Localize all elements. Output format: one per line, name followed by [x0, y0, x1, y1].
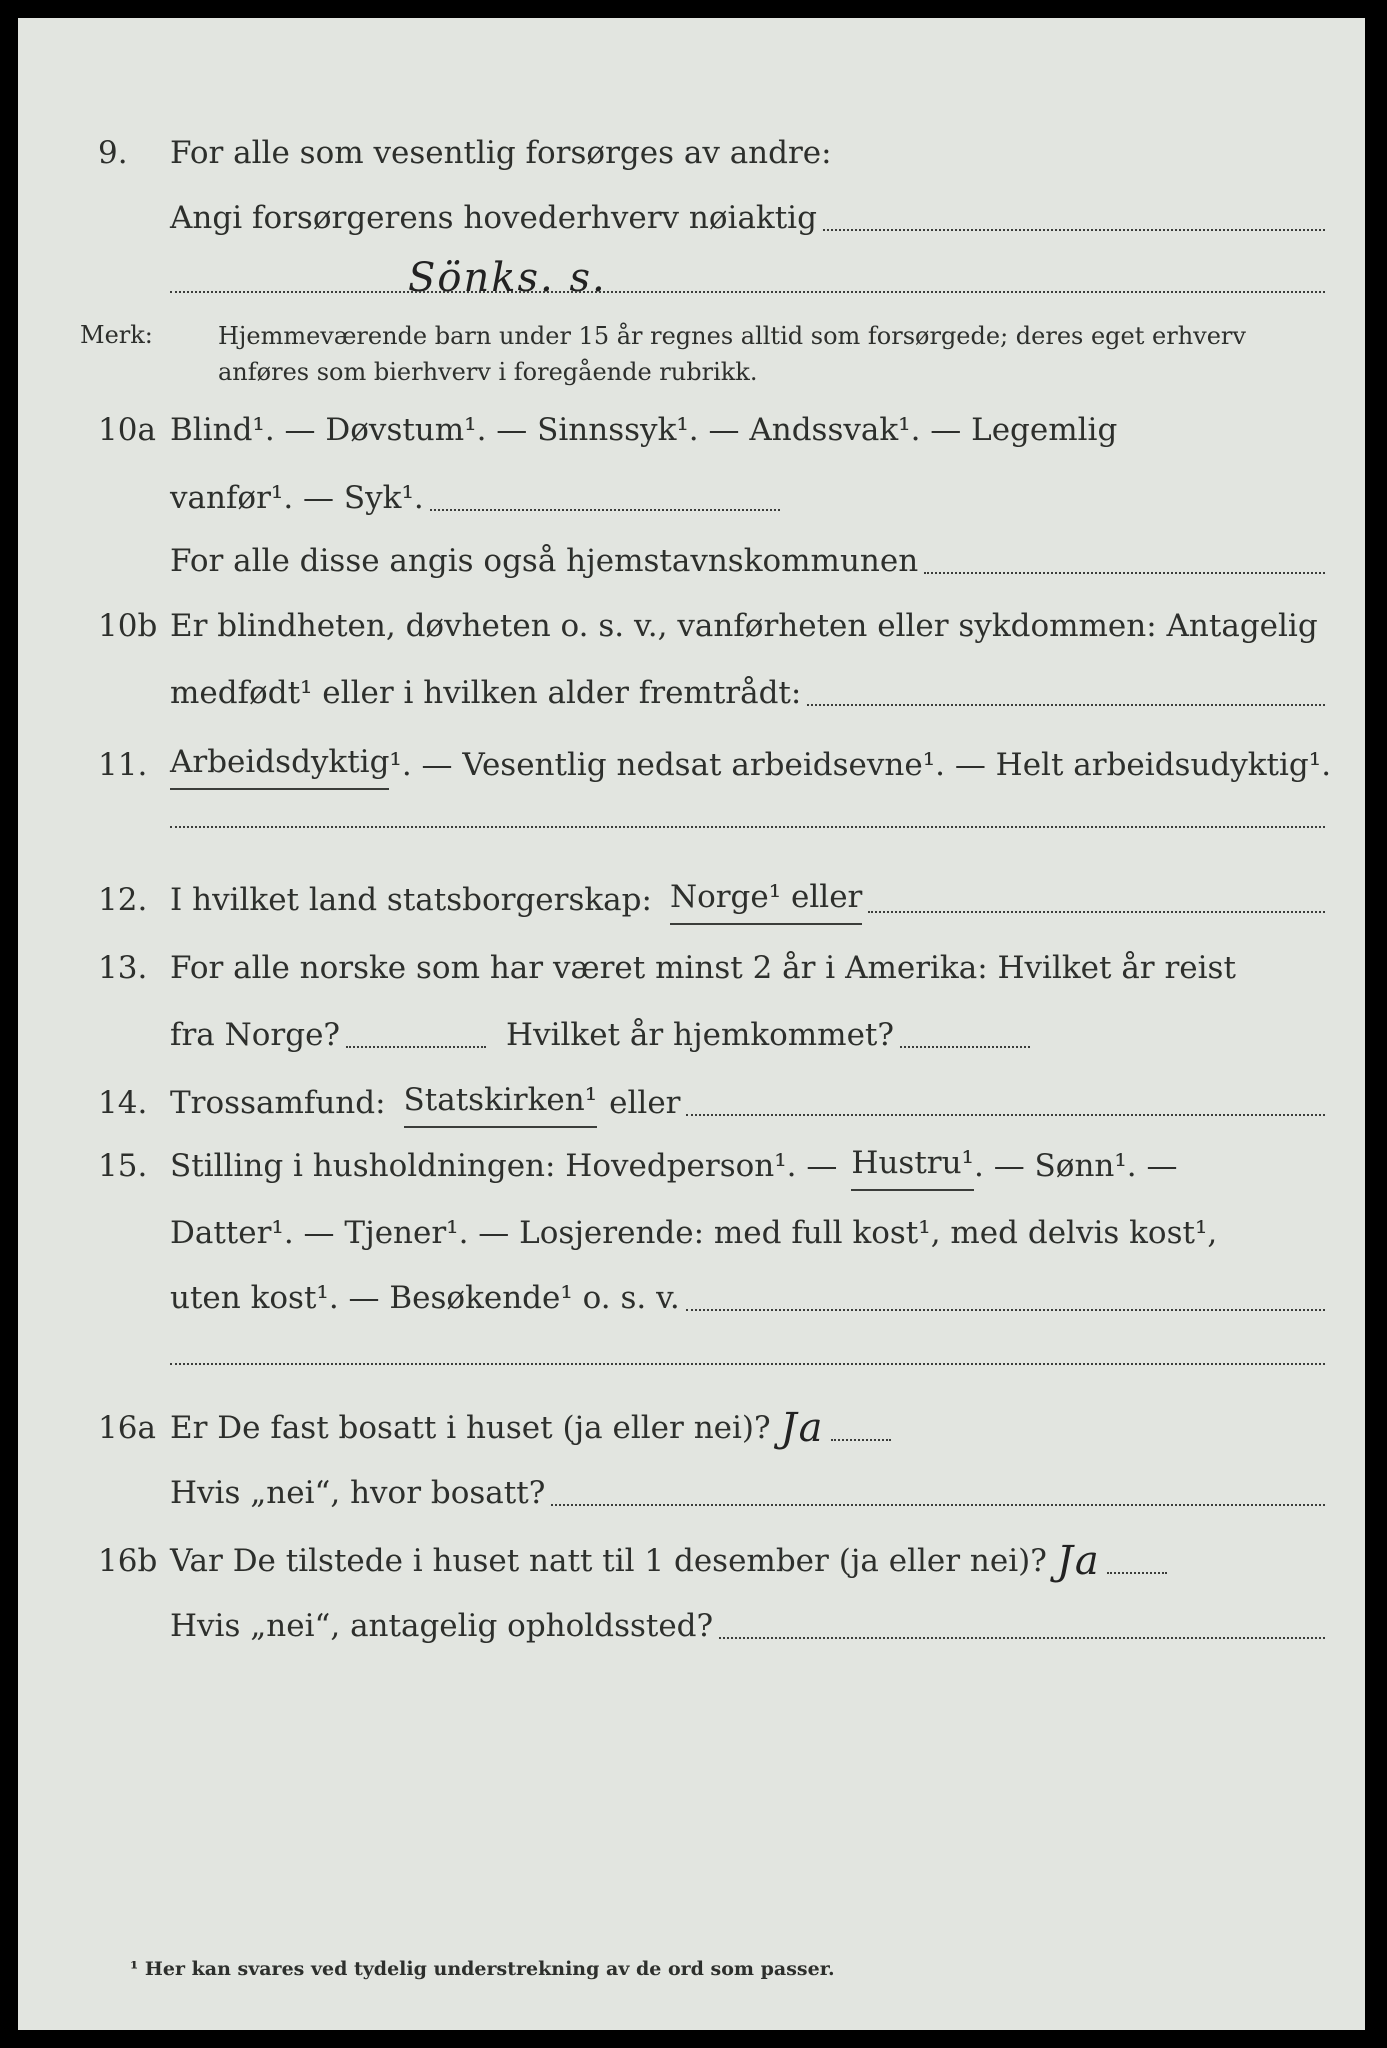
q15-options-end2: uten kost¹. — Besøkende¹ o. s. v.	[170, 1280, 680, 1316]
q11-underlined-option[interactable]: Arbeidsdyktig	[170, 737, 389, 790]
q14-line	[18, 1078, 1365, 1128]
q14-number: 14.	[98, 1085, 148, 1121]
q15-number: 15.	[98, 1148, 148, 1184]
q16a-bosatt-fill[interactable]	[551, 1504, 1325, 1506]
q10b-line2	[18, 668, 1365, 718]
q14-fill[interactable]	[686, 1114, 1325, 1116]
q16a-number: 16a	[98, 1410, 156, 1446]
q9-question: For alle som vesentlig forsørges av andre:	[170, 135, 832, 171]
q15-line2	[18, 1208, 1365, 1258]
q9-fill-line[interactable]	[823, 229, 1325, 231]
q16a-question: Er De fast bosatt i huset (ja eller nei)?	[170, 1410, 771, 1446]
q15-line3	[18, 1273, 1365, 1323]
q9-number: 9.	[98, 135, 128, 171]
q11-fill-line	[170, 826, 1325, 828]
q10a-line2	[18, 473, 1365, 523]
q15-question: Stilling i husholdningen: Hovedperson¹. —	[170, 1148, 838, 1184]
q13-question: For alle norske som har været minst 2 år i Amerika: Hvilket år reist	[170, 950, 1236, 986]
q10a-options: Blind¹. — Døvstum¹. — Sinnssyk¹. — Andssvak¹. — Legemlig	[170, 412, 1118, 448]
q12-line	[18, 875, 1365, 925]
q9-answer-line	[170, 291, 1325, 293]
q16b-number: 16b	[98, 1543, 158, 1579]
footnote: ¹ Her kan svares ved tydelig understrekning av de ord som passer.	[130, 1958, 835, 1980]
q10b-line1	[18, 601, 1365, 651]
q10a-number: 10a	[98, 412, 156, 448]
q15-underlined-answer[interactable]: Hustru¹	[851, 1138, 974, 1191]
q10a-syk-fill[interactable]	[430, 509, 780, 511]
q12-underlined-answer[interactable]: Norge¹ eller	[670, 872, 862, 925]
q11-options: ¹. — Vesentlig nedsat arbeidsevne¹. — Helt arbeidsudyktig¹.	[389, 747, 1332, 783]
q16b-opholdssted-fill[interactable]	[719, 1637, 1325, 1639]
q11-line1	[18, 740, 1365, 790]
q9-prompt: Angi forsørgerens hovederhverv nøiaktig	[170, 200, 817, 236]
q16a-handwritten-answer: Ja	[780, 1405, 825, 1451]
q10b-prompt: medfødt¹ eller i hvilken alder fremtrådt:	[170, 675, 802, 711]
q9-line1	[18, 128, 1365, 178]
q16a-line1	[18, 1403, 1365, 1453]
q16a-line2	[18, 1468, 1365, 1518]
q14-eller: eller	[609, 1085, 681, 1121]
merk-text: Hjemmeværende barn under 15 år regnes alltid som forsørgede; deres eget erhverv anføres som bierhverv i foregående rubrikk.	[218, 322, 1246, 386]
q12-question: I hvilket land statsborgerskap:	[170, 882, 652, 918]
q14-question: Trossamfund:	[170, 1085, 386, 1121]
q16b-opholdssted-prompt: Hvis „nei“, antagelig opholdssted?	[170, 1608, 714, 1644]
q13-hjemkommet-prompt: Hvilket år hjemkommet?	[506, 1017, 895, 1053]
q16b-line1	[18, 1536, 1365, 1586]
q10b-fill[interactable]	[807, 704, 1325, 706]
q15-line1	[18, 1141, 1365, 1191]
q9-answer-row	[18, 253, 1365, 303]
q13-number: 13.	[98, 950, 148, 986]
q13-reist-prompt: fra Norge?	[170, 1017, 341, 1053]
q10a-line3	[18, 536, 1365, 586]
q9-handwritten-answer: Sönks. s.	[408, 255, 607, 301]
q15-options-cont: Datter¹. — Tjener¹. — Losjerende: med full kost¹, med delvis kost¹,	[170, 1215, 1218, 1251]
q15-fill[interactable]	[686, 1309, 1325, 1311]
q15-fill-line2	[170, 1363, 1325, 1365]
q16a-bosatt-prompt: Hvis „nei“, hvor bosatt?	[170, 1475, 546, 1511]
q9-line2	[18, 193, 1365, 243]
merk-note	[18, 318, 1365, 398]
q11-number: 11.	[98, 747, 148, 783]
q12-fill[interactable]	[868, 911, 1325, 913]
q10a-options-cont: vanfør¹. — Syk¹.	[170, 480, 424, 516]
q10a-hjemstavn-prompt: For alle disse angis også hjemstavnskommunen	[170, 543, 919, 579]
q10b-question: Er blindheten, døvheten o. s. v., vanførheten eller sykdommen: Antagelig	[170, 608, 1318, 644]
q10a-hjemstavn-fill[interactable]	[924, 572, 1325, 574]
q16a-fill[interactable]	[831, 1439, 891, 1441]
q10a-line1	[18, 405, 1365, 455]
census-form-page	[18, 18, 1365, 2030]
q13-reist-fill[interactable]	[346, 1046, 486, 1048]
q16b-line2	[18, 1601, 1365, 1651]
q15-options-end: . — Sønn¹. —	[973, 1148, 1178, 1184]
q13-hjemkommet-fill[interactable]	[900, 1046, 1030, 1048]
q13-line1	[18, 943, 1365, 993]
q14-underlined-answer[interactable]: Statskirken¹	[404, 1075, 598, 1128]
q12-number: 12.	[98, 882, 148, 918]
q16b-question: Var De tilstede i huset natt til 1 desember (ja eller nei)?	[170, 1543, 1047, 1579]
q13-line2	[18, 1010, 1365, 1060]
q16b-fill[interactable]	[1107, 1572, 1167, 1574]
q10b-number: 10b	[98, 608, 158, 644]
q16b-handwritten-answer: Ja	[1056, 1538, 1101, 1584]
merk-label: Merk:	[80, 321, 153, 349]
